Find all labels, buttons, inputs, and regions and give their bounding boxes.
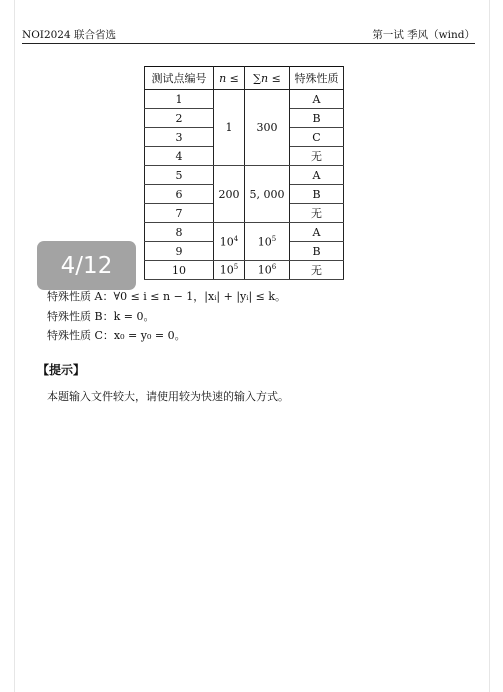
special-property: A [290, 223, 344, 242]
header-sum-n-limit: ∑n ≤ [245, 67, 290, 90]
special-property: C [290, 128, 344, 147]
special-property: 无 [290, 147, 344, 166]
hint-text: 本题输入文件较大，请使用较为快速的输入方式。 [47, 390, 289, 403]
test-id: 2 [145, 109, 214, 128]
test-id: 4 [145, 147, 214, 166]
table-header-row [145, 67, 344, 90]
table-row [145, 223, 344, 242]
test-id: 1 [145, 90, 214, 109]
page-header [22, 27, 475, 44]
test-id: 7 [145, 204, 214, 223]
special-property: B [290, 185, 344, 204]
sum-n-limit-base: 10 [257, 235, 272, 249]
test-id: 9 [145, 242, 214, 261]
special-property: 无 [290, 204, 344, 223]
table-row [145, 90, 344, 109]
sum-n-limit: 300 [245, 90, 290, 166]
sum-n-limit-base: 10 [257, 263, 272, 277]
header-special-property: 特殊性质 [290, 67, 344, 90]
test-id: 3 [145, 128, 214, 147]
subtask-table [144, 66, 344, 280]
sum-n-limit-exponent: 5 [271, 234, 277, 243]
table-row [145, 166, 344, 185]
n-limit [214, 223, 245, 261]
property-a: 特殊性质 A：∀0 ≤ i ≤ n − 1，|xᵢ| + |yᵢ| ≤ k。 [47, 290, 287, 303]
n-limit-base: 10 [219, 235, 234, 249]
header-n-limit: n ≤ [214, 67, 245, 90]
property-c: 特殊性质 C：x₀ = y₀ = 0。 [47, 329, 186, 342]
n-limit: 200 [214, 166, 245, 223]
header-contest-name: NOI2024 联合省选 [22, 29, 117, 41]
special-property: B [290, 109, 344, 128]
n-limit: 1 [214, 90, 245, 166]
header-test-id: 测试点编号 [145, 67, 214, 90]
sum-n-limit-exponent: 6 [271, 263, 277, 272]
sum-n-limit [245, 261, 290, 280]
n-limit-exponent: 4 [233, 234, 239, 243]
sum-n-limit: 5, 000 [245, 166, 290, 223]
special-property: A [290, 166, 344, 185]
special-property: 无 [290, 261, 344, 280]
test-id: 8 [145, 223, 214, 242]
n-limit-base: 10 [219, 263, 234, 277]
page-indicator: 4/12 [37, 241, 136, 290]
n-limit-exponent: 5 [233, 263, 239, 272]
hint-heading: 【提示】 [37, 363, 86, 377]
test-id: 5 [145, 166, 214, 185]
table-row [145, 261, 344, 280]
n-limit [214, 261, 245, 280]
special-property: B [290, 242, 344, 261]
sum-n-limit [245, 223, 290, 261]
test-id: 10 [145, 261, 214, 280]
test-id: 6 [145, 185, 214, 204]
special-property: A [290, 90, 344, 109]
property-b: 特殊性质 B：k = 0。 [47, 309, 155, 323]
header-problem-title: 第一试 季风（wind） [372, 29, 475, 41]
special-properties [47, 287, 286, 346]
